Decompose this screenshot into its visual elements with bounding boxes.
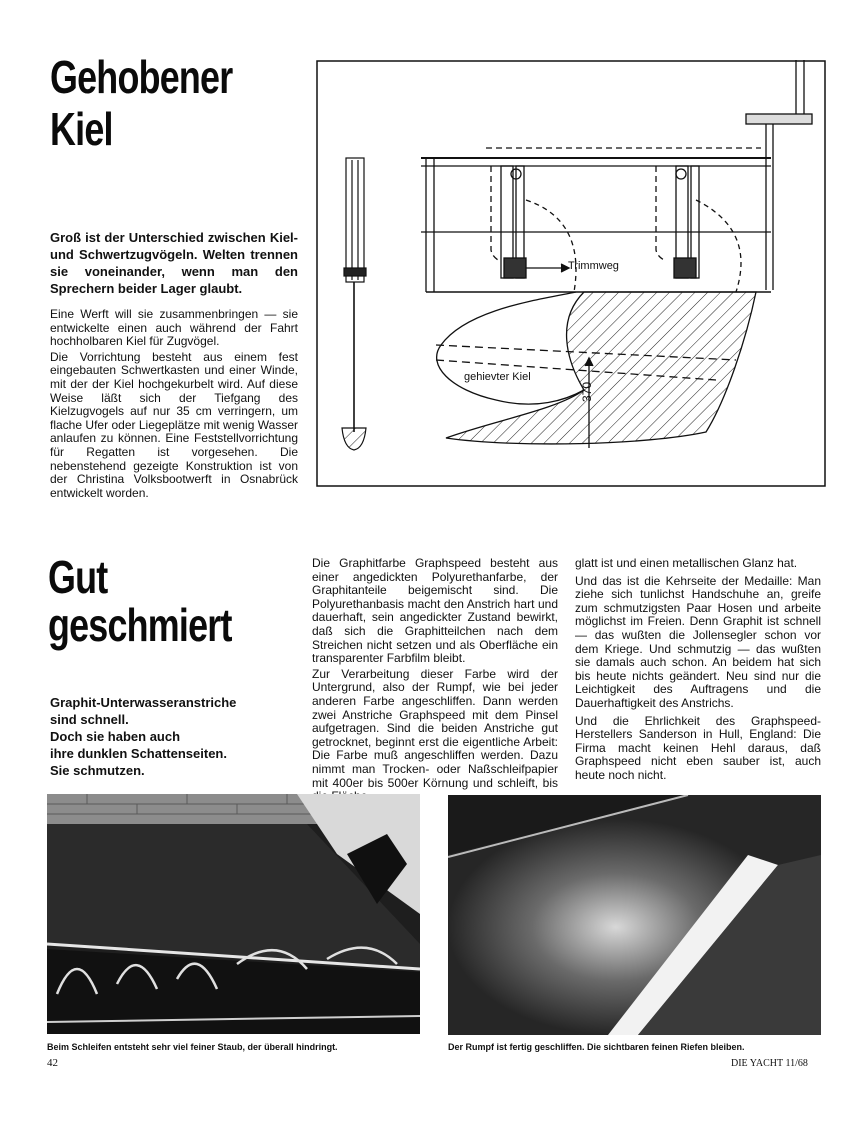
- paragraph: Und das ist die Kehrseite der Medaille: Man ziehe sich tunlichst Handschuhe an, greife zum schmutzigsten Paar Hosen und arbeite möglichst im Freien. Denn Graphit ist schnell — das wußten die Jollensegler schon vor dem Kriege. Und schmutzig — das wußten sie damals auch schon. An beidem hat sich bis heute nichts geändert. Neu sind nur die Leichtigkeit des Auftragens und die Dauerhaftigkeit des Anstrichs.: [575, 573, 821, 710]
- lede-line: Doch sie haben auch: [50, 729, 181, 744]
- label-dimension: 370: [580, 381, 594, 402]
- label-trimmweg: Trimmweg: [568, 260, 619, 272]
- headline-gehobener: Gehobener: [50, 51, 233, 103]
- headline-kiel: Kiel: [50, 103, 113, 155]
- lede-line: Sie schmutzen.: [50, 763, 145, 778]
- lede-line: ihre dunklen Schattenseiten.: [50, 746, 227, 761]
- lede-line: Graphit-Unterwasseranstriche: [50, 695, 237, 710]
- headline-geschmiert: geschmiert: [48, 599, 232, 651]
- paragraph: Und die Ehrlichkeit des Graphspeed-Herstellers Sanderson in Hull, England: Die Firma macht keinen Hehl daraus, daß Graphspeed nicht eben sauber ist, auch heute noch nicht.: [575, 713, 821, 782]
- caption-right-photo: Der Rumpf ist fertig geschliffen. Die sichtbaren feinen Riefen bleiben.: [448, 1042, 745, 1052]
- paragraph: glatt ist und einen metallischen Glanz hat.: [575, 556, 798, 570]
- body-article2-col2: [575, 557, 821, 785]
- paragraph: Zur Verarbeitung dieser Farbe wird der Untergrund, also der Rumpf, wie bei jeder anderen Farbe angeschliffen. Dann werden zwei Anstriche Graphspeed mit dem Pinsel aufgetragen. Sind die beiden Anstriche gut getrocknet, beginnt erst die eigentliche Arbeit: Die Farbe muß angeschliffen werden. Dazu nimmt man Trocken- oder Naßschleifpapier mit 400er bis 500er Körnung und schleift, bis: [312, 666, 558, 790]
- paragraph: Die Graphitfarbe Graphspeed besteht aus einer angedickten Polyurethanfarbe, der Graphitanteile beigemischt sind. Die Polyurethanbasis macht den Anstrich hart und dauerhaft, sein angedickter Zustand bewirkt, daß sich die Graphitteilchen nach dem Streichen nicht setzen und als Oberfläche ein transparenter Farbfilm bleibt.: [312, 556, 558, 666]
- photo-sanding-hull: [47, 794, 420, 1034]
- lede-article1: Groß ist der Unterschied zwischen Kiel- und Schwertzugvögeln. Welten trennen sie voneinander, wenn man den Sprechern beider Lager glaubt.: [50, 230, 298, 296]
- magazine-issue: DIE YACHT 11/68: [731, 1058, 808, 1069]
- paragraph: Die Vorrichtung besteht aus einem fest eingebauten Schwertkasten und einer Winde, mit der der Kiel hochgekurbelt wird. Auf diese Weise läßt sich der Tiefgang des Kielzugvogels auf nur 35 cm verringern, um flache Ufer oder Liegeplätze mit wenig Wasser anlaufen zu können. Eine Feststellvorrichtung für Regatten ist vorgesehen. Die nebenstehend gezeigte Konstruktion ist von der Christina Volksbootwerft in Osnabrück entwickelt worden.: [50, 349, 298, 500]
- page-number: 42: [47, 1057, 58, 1069]
- lede-line: sind schnell.: [50, 712, 129, 727]
- photo-sanded-hull: [448, 795, 821, 1035]
- caption-left-photo: Beim Schleifen entsteht sehr viel feiner Staub, der überall hindringt.: [47, 1042, 338, 1052]
- body-article1: [50, 308, 298, 502]
- keel-diagram: [316, 60, 826, 487]
- lede-article2: [50, 694, 290, 779]
- body-article2-col1: [312, 557, 558, 806]
- headline-gut: Gut: [48, 551, 108, 603]
- paragraph: Eine Werft will sie zusammenbringen — sie entwickelte einen auch während der Fahrt hochholbaren Kiel für Zugvögel.: [50, 307, 298, 349]
- label-hoisted-keel: gehievter Kiel: [464, 371, 531, 383]
